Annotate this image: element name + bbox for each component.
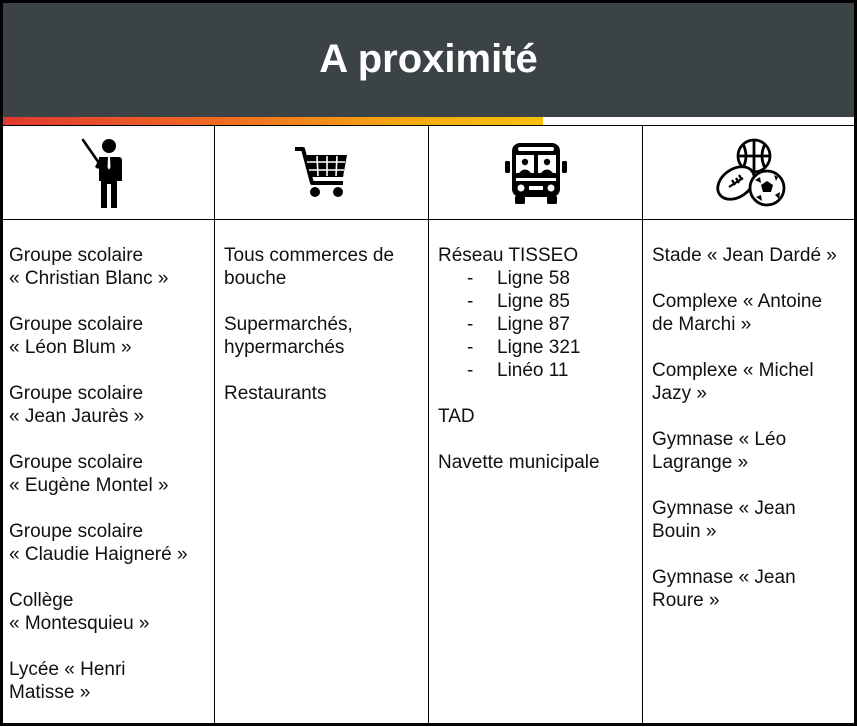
- network-title: Réseau TISSEO: [438, 245, 579, 266]
- list-item-line: Matisse »: [9, 682, 91, 703]
- column-schools: [3, 126, 214, 723]
- list-item: [438, 290, 638, 313]
- list-item-line: « Léon Blum »: [9, 337, 132, 358]
- transport-network: [438, 244, 638, 382]
- list-item: [9, 382, 210, 428]
- line-label: Ligne 321: [497, 337, 581, 358]
- teacher-pointer-icon: [79, 137, 139, 209]
- list-item: [9, 589, 210, 635]
- list-item-line: « Eugène Montel »: [9, 475, 169, 496]
- amenities-table: [3, 125, 854, 723]
- list-item: [9, 244, 210, 290]
- sports-list: [652, 244, 853, 635]
- list-item-line: Stade « Jean Dardé »: [652, 245, 837, 266]
- list-item-line: Groupe scolaire: [9, 314, 144, 335]
- line-label: Ligne 87: [497, 314, 570, 335]
- list-item: [438, 267, 638, 290]
- list-item-line: « Montesquieu »: [9, 613, 150, 634]
- list-item: [9, 520, 210, 566]
- column-shops: [214, 126, 428, 723]
- line-label: Linéo 11: [497, 360, 569, 381]
- list-item-line: Tous commerces de: [224, 245, 395, 266]
- list-bullet: -: [467, 268, 474, 289]
- sports-balls-icon: [712, 137, 788, 209]
- list-item-line: « Jean Jaurès »: [9, 406, 145, 427]
- shops-list: [224, 244, 424, 428]
- list-item-line: Groupe scolaire: [9, 452, 144, 473]
- list-item-line: Lycée « Henri: [9, 659, 126, 680]
- column-transport: [428, 126, 642, 723]
- list-item-line: de Marchi »: [652, 314, 752, 335]
- list-bullet: -: [467, 337, 474, 358]
- line-label: Ligne 85: [497, 291, 570, 312]
- list-item-line: Complexe « Antoine: [652, 291, 823, 312]
- list-item-line: Roure »: [652, 590, 720, 611]
- list-item: [652, 566, 853, 612]
- list-item-line: Restaurants: [224, 383, 327, 404]
- page-title: A proximité: [319, 37, 538, 81]
- list-item-line: Gymnase « Léo: [652, 429, 787, 450]
- list-item: [224, 382, 424, 405]
- list-item: [438, 451, 638, 474]
- list-item: [438, 313, 638, 336]
- list-item-line: Supermarchés,: [224, 314, 353, 335]
- list-item-line: Complexe « Michel: [652, 360, 814, 381]
- list-item-line: Bouin »: [652, 521, 717, 542]
- schools-list: [9, 244, 210, 727]
- list-item: [652, 244, 853, 267]
- list-item-line: Lagrange »: [652, 452, 749, 473]
- list-item-line: Navette municipale: [438, 452, 600, 473]
- list-item-line: « Claudie Haigneré »: [9, 544, 188, 565]
- list-item-line: Collège: [9, 590, 74, 611]
- list-item-line: Groupe scolaire: [9, 521, 144, 542]
- list-item: [652, 290, 853, 336]
- column-sports: [642, 126, 857, 723]
- list-item-line: hypermarchés: [224, 337, 345, 358]
- list-item: [438, 405, 638, 428]
- list-item: [9, 451, 210, 497]
- transport-list: [438, 244, 638, 497]
- list-item-line: Jazy »: [652, 383, 707, 404]
- list-item-line: Gymnase « Jean: [652, 567, 796, 588]
- list-item: [9, 658, 210, 704]
- list-item-line: « Christian Blanc »: [9, 268, 169, 289]
- list-item-line: Gymnase « Jean: [652, 498, 796, 519]
- bus-icon: [501, 141, 571, 205]
- list-bullet: -: [467, 291, 474, 312]
- list-item: [224, 313, 424, 359]
- list-item: [652, 428, 853, 474]
- list-bullet: -: [467, 360, 474, 381]
- list-item: [9, 313, 210, 359]
- line-label: Ligne 58: [497, 268, 570, 289]
- shopping-cart-icon: [293, 145, 351, 201]
- list-item-line: Groupe scolaire: [9, 245, 144, 266]
- list-item-line: Groupe scolaire: [9, 383, 144, 404]
- accent-stripe: [3, 117, 543, 125]
- list-item: [224, 244, 424, 290]
- network-lines: [438, 267, 638, 382]
- list-item-line: bouche: [224, 268, 287, 289]
- list-item: [652, 497, 853, 543]
- header-bar: [3, 3, 854, 117]
- list-item: [438, 336, 638, 359]
- list-item: [438, 359, 638, 382]
- list-item: [652, 359, 853, 405]
- list-item-line: TAD: [438, 406, 475, 427]
- list-bullet: -: [467, 314, 474, 335]
